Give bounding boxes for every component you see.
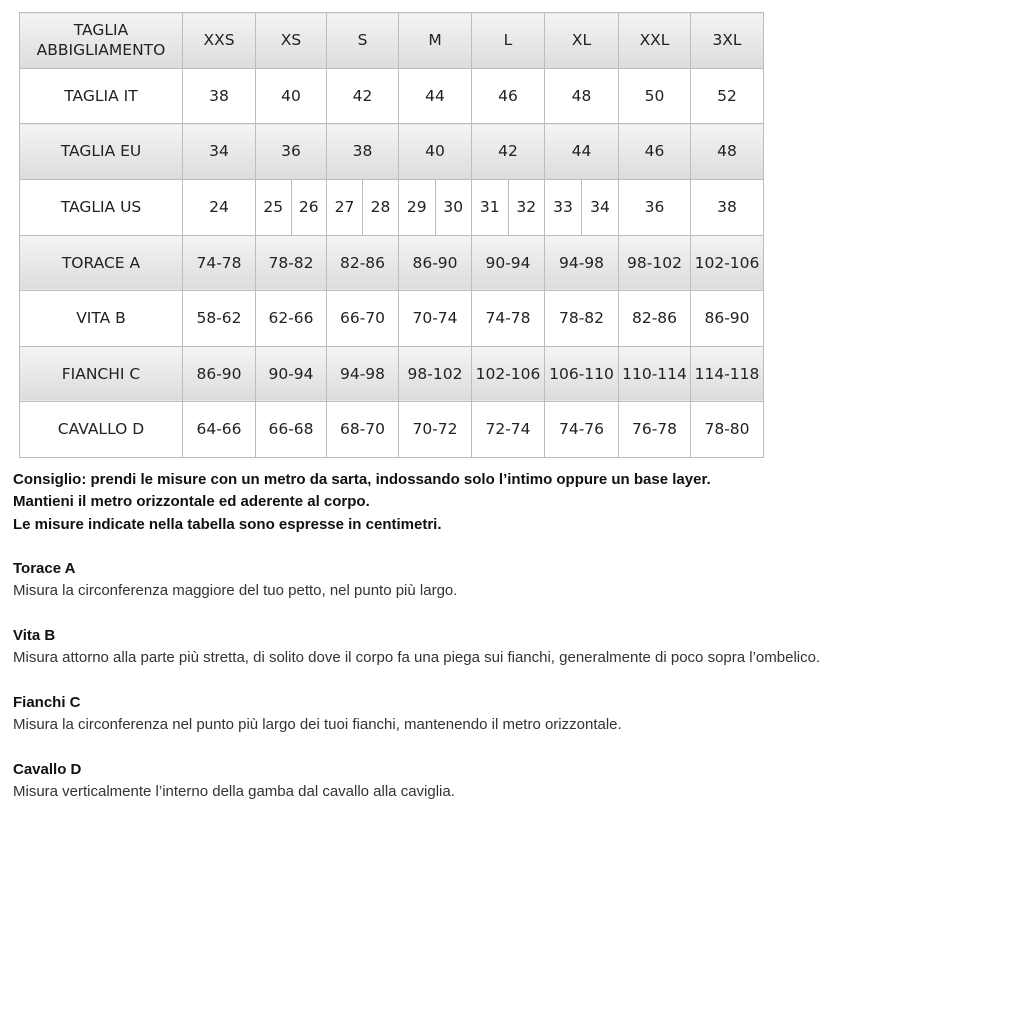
table-cell: 106-110 bbox=[545, 346, 619, 402]
table-cell: 70-74 bbox=[399, 291, 472, 347]
table-cell: 42 bbox=[327, 68, 399, 124]
row-label: TAGLIA EU bbox=[20, 124, 183, 180]
size-header-xs: XS bbox=[256, 13, 327, 69]
table-row-vita-b bbox=[20, 291, 764, 347]
us-size-value: 34 bbox=[581, 180, 618, 235]
size-header-s: S bbox=[327, 13, 399, 69]
table-cell: 42 bbox=[472, 124, 545, 180]
size-header-xl: XL bbox=[545, 13, 619, 69]
table-cell: 102-106 bbox=[691, 235, 764, 291]
table-cell: 36 bbox=[256, 124, 327, 180]
table-cell-split bbox=[545, 179, 619, 235]
table-cell: 78-82 bbox=[545, 291, 619, 347]
table-cell-split bbox=[472, 179, 545, 235]
table-cell: 66-70 bbox=[327, 291, 399, 347]
table-cell: 72-74 bbox=[472, 402, 545, 458]
us-size-value: 28 bbox=[362, 180, 398, 235]
table-cell: 94-98 bbox=[327, 346, 399, 402]
table-row-taglia-eu bbox=[20, 124, 764, 180]
table-cell: 40 bbox=[256, 68, 327, 124]
table-cell: 40 bbox=[399, 124, 472, 180]
table-cell: 48 bbox=[691, 124, 764, 180]
us-size-value: 33 bbox=[553, 198, 573, 216]
table-cell: 86-90 bbox=[691, 291, 764, 347]
row-label: TORACE A bbox=[20, 235, 183, 291]
table-cell: 24 bbox=[183, 179, 256, 235]
table-cell: 62-66 bbox=[256, 291, 327, 347]
table-cell: 58-62 bbox=[183, 291, 256, 347]
table-cell: 50 bbox=[619, 68, 691, 124]
table-cell: 78-80 bbox=[691, 402, 764, 458]
table-cell: 86-90 bbox=[399, 235, 472, 291]
size-header-m: M bbox=[399, 13, 472, 69]
row-label: TAGLIA IT bbox=[20, 68, 183, 124]
table-cell-split bbox=[256, 179, 327, 235]
table-cell: 98-102 bbox=[399, 346, 472, 402]
measurement-notes bbox=[13, 469, 1013, 803]
table-cell: 38 bbox=[691, 179, 764, 235]
table-cell: 82-86 bbox=[327, 235, 399, 291]
table-cell: 102-106 bbox=[472, 346, 545, 402]
table-row-fianchi-c bbox=[20, 346, 764, 402]
table-row-taglia-it bbox=[20, 68, 764, 124]
header-label bbox=[20, 13, 183, 69]
table-cell: 52 bbox=[691, 68, 764, 124]
table-cell: 110-114 bbox=[619, 346, 691, 402]
measurement-title-fianchi: Fianchi C bbox=[13, 693, 81, 711]
row-label: VITA B bbox=[20, 291, 183, 347]
table-cell: 34 bbox=[183, 124, 256, 180]
measurement-title-vita: Vita B bbox=[13, 627, 56, 645]
advice-line: Consiglio: prendi le misure con un metro da sarta, indossando solo l’intimo oppure un base layer. bbox=[13, 471, 711, 488]
table-cell-split bbox=[327, 179, 399, 235]
size-header-l: L bbox=[472, 13, 545, 69]
row-label: FIANCHI C bbox=[20, 346, 183, 402]
table-cell: 68-70 bbox=[327, 402, 399, 458]
table-cell-split bbox=[399, 179, 472, 235]
row-label: CAVALLO D bbox=[20, 402, 183, 458]
table-cell: 90-94 bbox=[472, 235, 545, 291]
table-cell: 74-78 bbox=[472, 291, 545, 347]
table-cell: 94-98 bbox=[545, 235, 619, 291]
us-size-value: 25 bbox=[263, 198, 284, 216]
header-label-line2: ABBIGLIAMENTO bbox=[36, 41, 166, 60]
table-cell: 64-66 bbox=[183, 402, 256, 458]
table-row-cavallo-d bbox=[20, 402, 764, 458]
us-size-value: 32 bbox=[508, 180, 545, 235]
row-label: TAGLIA US bbox=[20, 179, 183, 235]
table-cell: 36 bbox=[619, 179, 691, 235]
measurement-desc-vita: Misura attorno alla parte più stretta, di solito dove il corpo fa una piega sui fianchi, generalmente di poco sopra l’ombelico. bbox=[13, 649, 821, 667]
us-size-value: 29 bbox=[406, 198, 427, 216]
table-cell: 38 bbox=[327, 124, 399, 180]
us-size-value: 27 bbox=[334, 198, 355, 216]
table-cell: 38 bbox=[183, 68, 256, 124]
table-cell: 46 bbox=[472, 68, 545, 124]
header-row bbox=[20, 13, 764, 69]
advice-line: Mantieni il metro orizzontale ed aderente al corpo. bbox=[13, 493, 370, 511]
us-size-value: 31 bbox=[479, 198, 500, 216]
table-cell: 114-118 bbox=[691, 346, 764, 402]
size-chart-table bbox=[19, 12, 764, 458]
measurement-desc-torace: Misura la circonferenza maggiore del tuo petto, nel punto più largo. bbox=[13, 582, 458, 600]
table-cell: 76-78 bbox=[619, 402, 691, 458]
us-size-value: 30 bbox=[435, 180, 472, 235]
header-label-line1: TAGLIA bbox=[73, 21, 129, 40]
table-cell: 78-82 bbox=[256, 235, 327, 291]
table-cell: 82-86 bbox=[619, 291, 691, 347]
advice-line: Le misure indicate nella tabella sono espresse in centimetri. bbox=[13, 515, 442, 533]
table-row-taglia-us bbox=[20, 179, 764, 235]
table-cell: 66-68 bbox=[256, 402, 327, 458]
measurement-desc-cavallo: Misura verticalmente l’interno della gamba dal cavallo alla caviglia. bbox=[13, 783, 455, 801]
us-size-value: 26 bbox=[291, 180, 327, 235]
table-cell: 48 bbox=[545, 68, 619, 124]
table-cell: 44 bbox=[399, 68, 472, 124]
table-cell: 70-72 bbox=[399, 402, 472, 458]
table-cell: 86-90 bbox=[183, 346, 256, 402]
table-cell: 74-76 bbox=[545, 402, 619, 458]
table-row-torace-a bbox=[20, 235, 764, 291]
size-header-3xl: 3XL bbox=[691, 13, 764, 69]
table-cell: 74-78 bbox=[183, 235, 256, 291]
table-cell: 98-102 bbox=[619, 235, 691, 291]
size-header-xxs: XXS bbox=[183, 13, 256, 69]
measurement-title-torace: Torace A bbox=[13, 560, 76, 578]
table-cell: 44 bbox=[545, 124, 619, 180]
size-header-xxl: XXL bbox=[619, 13, 691, 69]
measurement-title-cavallo: Cavallo D bbox=[13, 760, 82, 778]
table-cell: 90-94 bbox=[256, 346, 327, 402]
table-cell: 46 bbox=[619, 124, 691, 180]
measurement-desc-fianchi: Misura la circonferenza nel punto più largo dei tuoi fianchi, mantenendo il metro orizzontale. bbox=[13, 716, 622, 734]
